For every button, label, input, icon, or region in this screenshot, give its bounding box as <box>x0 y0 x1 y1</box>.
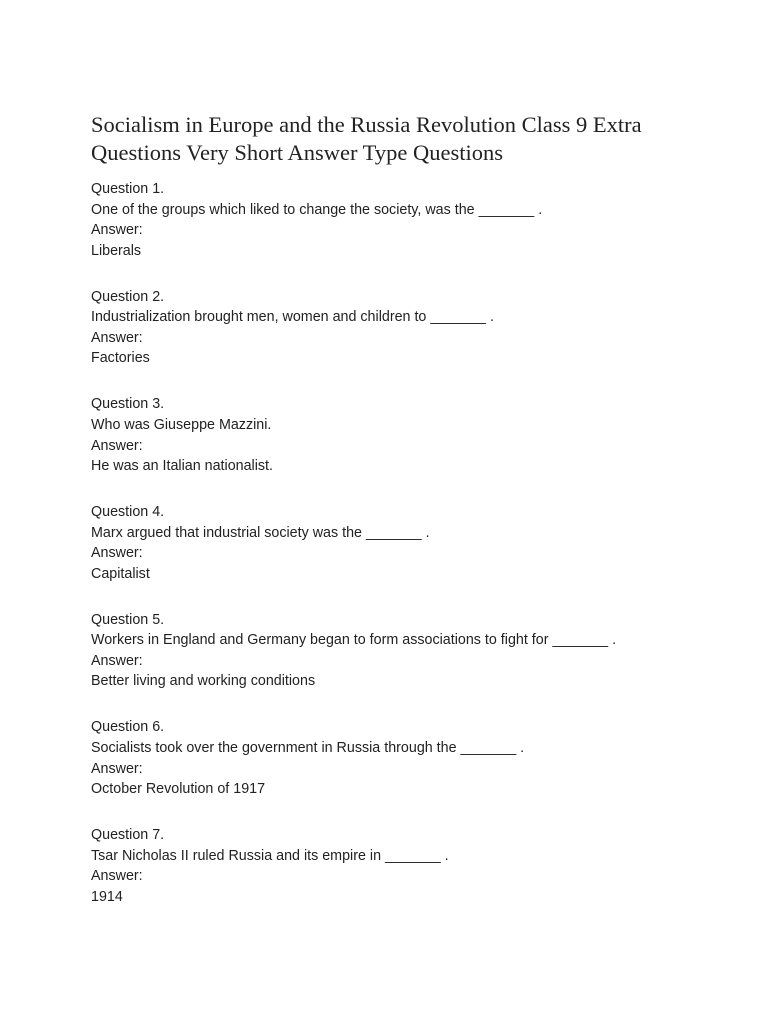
answer-text: Factories <box>91 350 150 367</box>
answer-text: Liberals <box>91 242 142 259</box>
question-item <box>91 394 711 476</box>
answer-text: Capitalist <box>91 565 150 582</box>
question-text: One of the groups which liked to change the society, was the _______ . <box>91 201 543 218</box>
question-number: Question 6. <box>91 719 165 736</box>
answer-label: Answer: <box>91 329 143 346</box>
question-number: Question 2. <box>91 288 165 305</box>
question-item <box>91 610 711 692</box>
question-text: Socialists took over the government in Russia through the _______ . <box>91 739 525 756</box>
answer-label: Answer: <box>91 868 143 885</box>
document-title: Socialism in Europe and the Russia Revolution Class 9 Extra Questions Very Short Answer Type Questions <box>91 112 642 165</box>
question-item <box>91 825 711 907</box>
question-text: Industrialization brought men, women and children to _______ . <box>91 309 494 326</box>
question-number: Question 3. <box>91 396 165 413</box>
question-item <box>91 179 711 261</box>
answer-label: Answer: <box>91 652 143 669</box>
answer-text: October Revolution of 1917 <box>91 781 266 798</box>
question-number: Question 5. <box>91 611 165 628</box>
question-item <box>91 717 711 799</box>
answer-label: Answer: <box>91 222 143 239</box>
answer-label: Answer: <box>91 760 143 777</box>
answer-label: Answer: <box>91 545 143 562</box>
question-text: Tsar Nicholas II ruled Russia and its empire in _______ . <box>91 847 449 864</box>
answer-text: 1914 <box>91 888 123 905</box>
question-number: Question 4. <box>91 504 165 521</box>
question-number: Question 1. <box>91 181 165 197</box>
question-list <box>91 179 711 933</box>
question-text: Workers in England and Germany began to form associations to fight for _______ . <box>91 632 617 649</box>
question-number: Question 7. <box>91 827 165 844</box>
question-item <box>91 287 711 369</box>
question-text: Marx argued that industrial society was the _______ . <box>91 524 430 541</box>
question-item <box>91 502 711 584</box>
answer-label: Answer: <box>91 437 143 454</box>
answer-text: He was an Italian nationalist. <box>91 458 273 475</box>
question-text: Who was Giuseppe Mazzini. <box>91 416 272 433</box>
answer-text: Better living and working conditions <box>91 673 316 690</box>
